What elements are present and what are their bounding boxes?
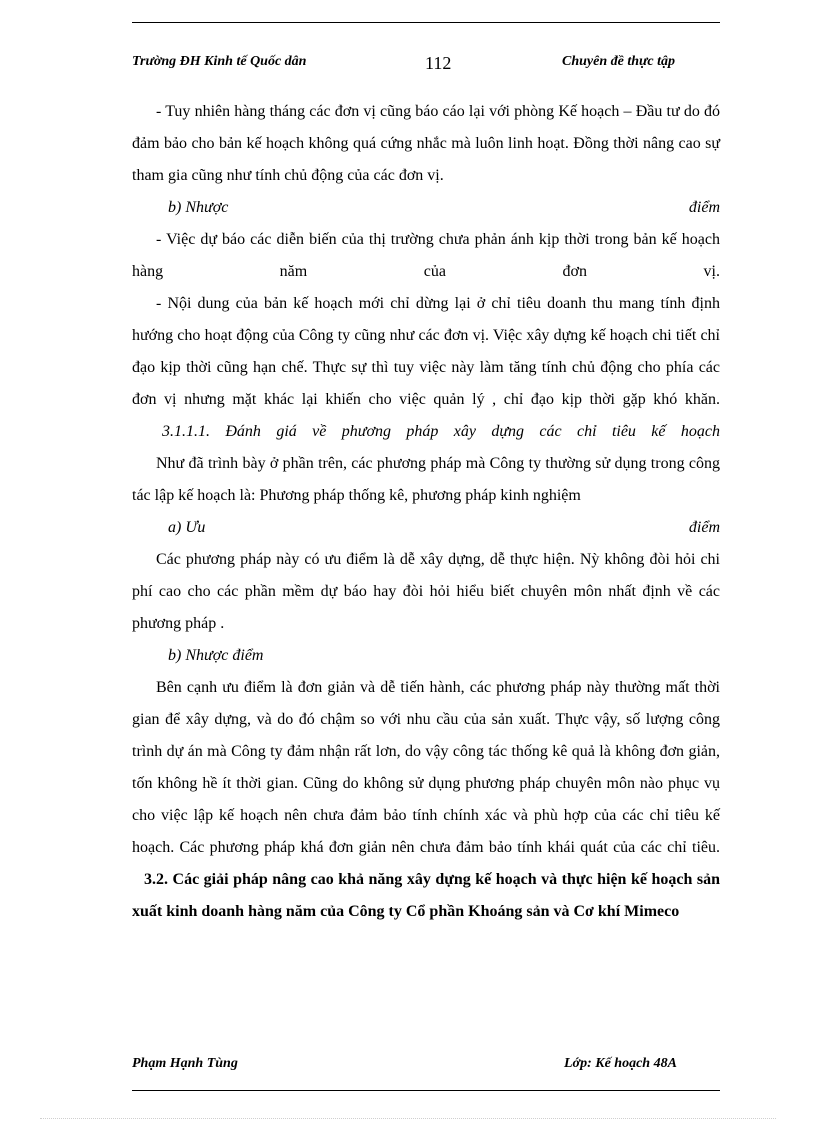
subheading-b2-label: b) Nhược điểm xyxy=(168,647,264,664)
header-school: Trường ĐH Kinh tế Quốc dân xyxy=(132,54,307,69)
heading-3-2: 3.2. Các giải pháp nâng cao khả năng xây dựng kế hoạch và thực hiện kế hoạch sản xuất kinh doanh hàng năm của Công ty Cổ phần Khoáng sản và Cơ khí Mimeco xyxy=(132,871,720,920)
page-edge-dots xyxy=(40,1118,776,1119)
paragraph-1: - Tuy nhiên hàng tháng các đơn vị cũng báo cáo lại với phòng Kế hoạch – Đầu tư do đó đảm bảo cho bản kế hoạch không quá cứng nhắc mà luôn linh hoạt. Đồng thời nâng cao sự tham gia cũng như tính chủ động của các đơn vị. xyxy=(132,103,720,184)
paragraph-3: - Nội dung của bản kế hoạch mới chỉ dừng lại ở chỉ tiêu doanh thu mang tính định hướng cho hoạt động của Công ty cũng như các đơn vị. Việc xây dựng kế hoạch chi tiết chỉ đạo kịp thời cũng hạn chế. Thực sự thì tuy việc này làm tăng tính chủ động cho phía các đơn vị nhưng mặt khác lại khiến cho việc quản lý , chỉ đạo kịp thời gặp khó khăn. xyxy=(132,295,720,408)
body-content xyxy=(132,96,720,928)
subheading-b-nhuoc-diem xyxy=(132,640,720,672)
subheading-a-left: a) Ưu xyxy=(168,519,206,536)
header-rule xyxy=(132,22,720,23)
subheading-a-uu xyxy=(132,512,720,544)
header-doc-type: Chuyên đề thực tập xyxy=(562,54,676,69)
subheading-b-left: b) Nhược xyxy=(168,199,229,216)
subheading-a-right: điểm xyxy=(688,519,720,536)
paragraph-5: Các phương pháp này có ưu điểm là dễ xây dựng, dễ thực hiện. Nỳ không đòi hỏi chi phí cao cho các phần mềm dự báo hay đòi hỏi hiểu biết chuyên môn nhất định về các phương pháp . xyxy=(132,551,720,632)
paragraph-4: Như đã trình bày ở phần trên, các phương pháp mà Công ty thường sử dụng trong công tác lập kế hoạch là: Phương pháp thống kê, phương pháp kinh nghiệm xyxy=(132,455,720,504)
paragraph-6: Bên cạnh ưu điểm là đơn giản và dễ tiến hành, các phương pháp này thường mất thời gian để xây dựng, và do đó chậm so với nhu cầu của sản xuất. Thực vậy, số lượng công trình dự án mà Công ty đảm nhận rất lơn, do vậy công tác thống kê quả là không đơn giản, tốn không hề ít thời gian. Cũng do không sử dụng phương pháp chuyên môn nào phục vụ cho việc lập kế hoạch nên chưa đảm bảo tính chính xác và phù hợp của các chỉ tiêu kế hoạch. Các phương pháp khá đơn giản nên chưa đảm bảo tính khái quát của các chỉ tiêu. xyxy=(132,679,720,856)
page-number: 112 xyxy=(425,53,452,73)
paragraph-2: - Việc dự báo các diễn biến của thị trường chưa phản ánh kịp thời trong bản kế hoạch hàng năm của đơn vị. xyxy=(132,231,720,280)
footer-class: Lớp: Kế hoạch 48A xyxy=(564,1056,677,1071)
subheading-b-right: điểm xyxy=(688,199,720,216)
heading-3-1-1-1: 3.1.1.1. Đánh giá về phương pháp xây dựng các chỉ tiêu kế hoạch xyxy=(162,423,720,440)
footer-author: Phạm Hạnh Tùng xyxy=(132,1056,238,1071)
subheading-b-nhuoc xyxy=(132,192,720,224)
footer-rule xyxy=(132,1090,720,1091)
